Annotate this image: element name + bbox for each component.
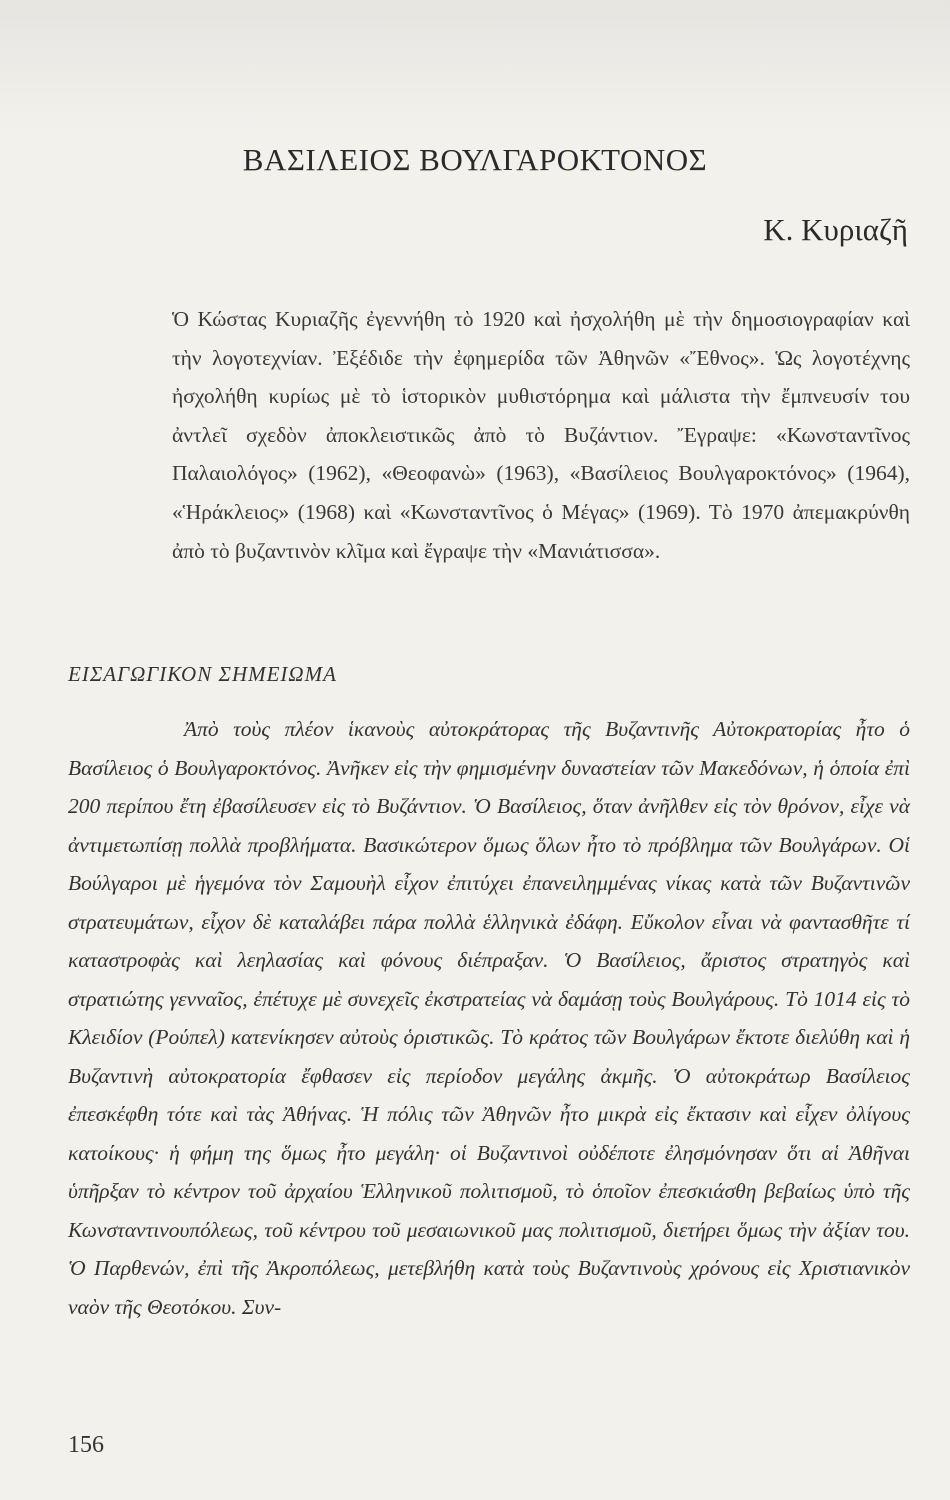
author-name: Κ. Κυριαζῆ (763, 212, 908, 247)
body-text (68, 710, 910, 1326)
page-number: 156 (68, 1432, 104, 1458)
author-bio-text: Ὁ Κώστας Κυριαζῆς ἐγεννήθη τὸ 1920 καὶ ἠσχολήθη μὲ τὴν δημοσιογραφίαν καὶ τὴν λογοτεχνίαν. Ἐξέδιδε τὴν ἐφημερίδα τῶν Ἀθηνῶν «Ἔθνος». Ὡς λογοτέχνης ἠσχολήθη κυρίως μὲ τὸ ἱστορικὸν μυθιστόρημα καὶ μάλιστα τὴν ἔμπνευσίν του ἀντλεῖ σχεδὸν ἀποκλειστικῶς ἀπὸ τὸ Βυζάντιον. Ἔγραψε: «Κωνσταντῖνος Παλαιολόγος» (1962), «Θεοφανὼ» (1963), «Βασίλειος Βουλγαροκτόνος» (1964), «Ἡράκλειος» (1968) καὶ «Κωνσταντῖνος ὁ Μέγας» (1969). Τὸ 1970 ἀπεμακρύνθη ἀπὸ τὸ βυζαντινὸν κλῖμα καὶ ἔγραψε τὴν «Μανιάτισσα». (172, 307, 910, 563)
page-shadow (0, 0, 950, 130)
section-heading: ΕΙΣΑΓΩΓΙΚΟΝ ΣΗΜΕΙΩΜΑ (68, 662, 337, 686)
chapter-title: ΒΑΣΙΛΕΙΟΣ ΒΟΥΛΓΑΡΟΚΤΟΝΟΣ (242, 142, 708, 177)
author-bio (172, 300, 910, 570)
body-paragraph: Ἀπὸ τοὺς πλέον ἱκανοὺς αὐτοκράτορας τῆς Βυζαντινῆς Αὐτοκρατορίας ἦτο ὁ Βασίλειος ὁ Βουλγαροκτόνος. Ἀνῆκεν εἰς τὴν φημισμένην δυναστείαν τῶν Μακεδόνων, ἡ ὁποία ἐπὶ 200 περίπου ἔτη ἐβασίλευσεν εἰς τὸ Βυζάντιον. Ὁ Βασίλειος, ὅταν ἀνῆλθεν εἰς τὸν θρόνον, εἶχε νὰ ἀντιμετωπίσῃ πολλὰ προβλήματα. Βασικώτερον ὅμως ὅλων ἦτο τὸ πρόβλημα τῶν Βουλγάρων. Οἱ Βούλγαροι μὲ ἡγεμόνα τὸν Σαμουὴλ εἶχον ἐπιτύχει ἐπανειλημμένας νίκας κατὰ τῶν Βυζαντινῶν στρατευμάτων, εἶχον δὲ καταλάβει πάρα πολλὰ ἑλληνικὰ ἐδάφη. Εὔκολον εἶναι νὰ φαντασθῆτε τί καταστροφὰς καὶ λεηλασίας καὶ φόνους διέπραξαν. Ὁ Βασίλειος, ἄριστος στρατηγὸς καὶ στρατιώτης γενναῖος, ἐπέτυχε μὲ συνεχεῖς ἐκστρατείας νὰ δαμάσῃ τοὺς Βουλγάρους. Τὸ 1014 εἰς τὸ Κλειδίον (Ρούπελ) κατενίκησεν αὐτοὺς ὁριστικῶς. Τὸ κράτος τῶν Βουλγάρων ἔκτοτε διελύθη καὶ ἡ Βυζαντινὴ αὐτοκρατορία ἔφθασεν εἰς περίοδον μεγάλης ἀκμῆς. Ὁ αὐτοκράτωρ Βασίλειος ἐπεσκέφθη τότε καὶ τὰς Ἀθήνας. Ἡ πόλις τῶν Ἀθηνῶν ἦτο μικρὰ εἰς ἔκτασιν καὶ εἶχεν ὀλίγους κατοίκους· ἡ φήμη της ὅμως ἦτο μεγάλη· οἱ Βυζαντινοὶ οὐδέποτε ἐλησμόνησαν ὅτι αἱ Ἀθῆναι ὑπῆρξαν τὸ κέντρον τοῦ ἀρχαίου Ἑλληνικοῦ πολιτισμοῦ, τὸ ὁποῖον ἐπεσκιάσθη βεβαίως ὑπὸ τῆς Κωνσταντινουπόλεως, τοῦ κέντρου τοῦ μεσαιωνικοῦ μας πολιτισμοῦ, διετήρει ὅμως τὴν ἀξίαν του. Ὁ Παρθενών, ἐπὶ τῆς Ἀκροπόλεως, μετεβλήθη κατὰ τοὺς Βυζαντινοὺς χρόνους εἰς Χριστιανικὸν ναὸν τῆς Θεοτόκου. Συν- (68, 717, 910, 1319)
